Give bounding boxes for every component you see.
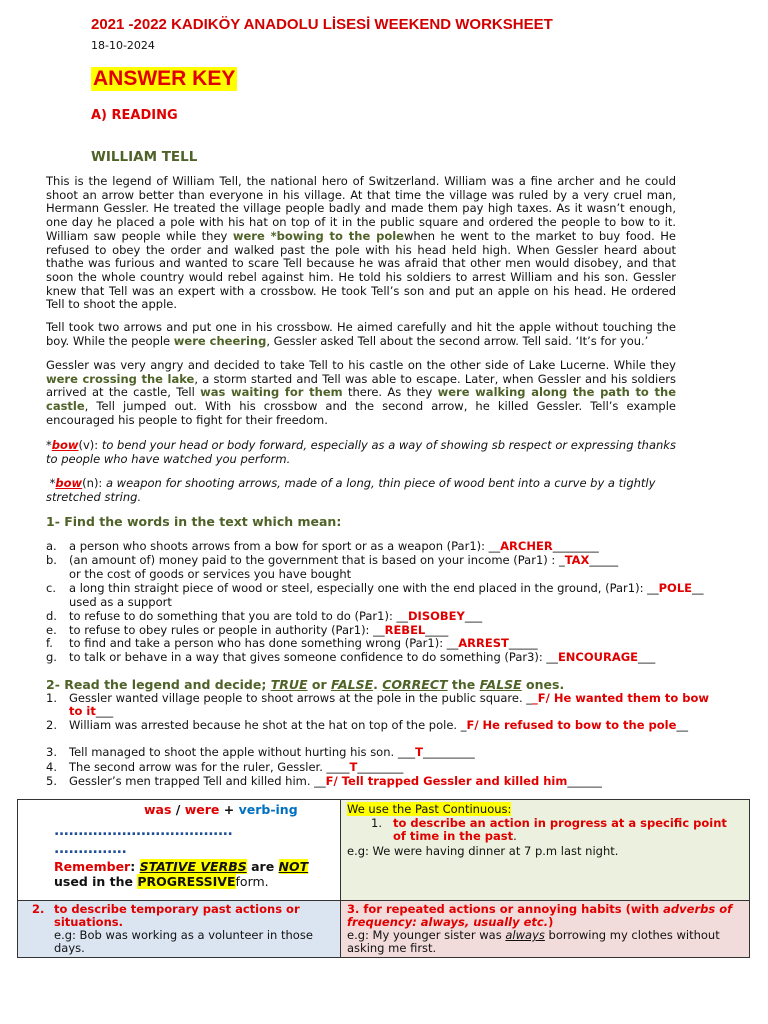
item-text: (an amount of) money paid to the government that is based on your income (Par1) : _TAX_____ (69, 553, 619, 567)
story-title: WILLIAM TELL (91, 149, 198, 165)
answer: T (415, 745, 423, 759)
exercise-2-heading: 2- Read the legend and decide; TRUE or FALSE. CORRECT the FALSE ones. (46, 677, 565, 692)
item-number: b. (46, 553, 57, 567)
section-heading: A) READING (91, 108, 178, 123)
answer: POLE (658, 581, 692, 595)
item-text: a person who shoots arrows from a bow for sport or as a weapon (Par1): __ARCHER________ (69, 539, 599, 553)
reading-paragraph-3: Gessler was very angry and decided to take Tell to his castle on the other side of Lake Lucerne. While they were crossing the lake, a storm started and Tell was able to escape. Later, when Gessler and his soldiers arrived at the castle, Tell was waiting for them there. As they were walking along the path to the castle, Tell jumped out. With his crossbow and the second arrow, he killed Gessler. Tell’s example encouraged his people to fight for their freedom. (46, 358, 677, 427)
use-header: We use the Past Continuous: (347, 802, 512, 816)
item-text: to talk or behave in a way that gives someone confidence to do something (Par3): __ENCOURAGE___ (69, 650, 656, 664)
answer: DISOBEY (408, 609, 465, 623)
item-text: The second arrow was for the ruler, Gessler. ____T________ (69, 760, 404, 774)
item-number: d. (46, 609, 57, 623)
item-number: e. (46, 623, 57, 637)
answer: ARREST (458, 636, 509, 650)
item-number: 2. (46, 718, 57, 732)
definition-bow-noun: *bow(n): a weapon for shooting arrows, made of a long, thin piece of wood bent into a curve by a tightly stretched string. (46, 476, 656, 504)
answer: ARCHER (500, 539, 553, 553)
item-text: William was arrested because he shot at the hat on top of the pole. _F/ He refused to bow to the pole__ (69, 718, 688, 732)
item-number: 3. (46, 745, 57, 759)
formula: was / were + verb-ing (144, 802, 298, 817)
item-number: c. (46, 581, 56, 595)
worksheet-date: 18-10-2024 (91, 39, 155, 52)
worksheet-title: 2021 -2022 KADIKÖY ANADOLU LİSESİ WEEKEND WORKSHEET (91, 16, 553, 33)
remember-note: Remember: STATIVE VERBS are NOT used in the PROGRESSIVEform. (54, 859, 309, 889)
item-number: a. (46, 539, 57, 553)
use-1: 1. to describe an action in progress at a specific point of time in the past. (371, 816, 727, 843)
grammar-table (17, 799, 750, 958)
use-1-cell (341, 800, 750, 901)
use-3: 3. for repeated actions or annoying habits (with adverbs of frequency: always, usually etc.) (347, 902, 733, 929)
item-number: 1. (46, 691, 57, 705)
item-number: 5. (46, 774, 57, 788)
formula-cell (18, 800, 341, 901)
use-2-cell (18, 901, 341, 958)
answer: T (349, 760, 358, 774)
answer: REBEL (384, 623, 426, 637)
use-1-example: e.g: We were having dinner at 7 p.m last night. (347, 844, 619, 858)
use-2: 2. to describe temporary past actions or situations. (32, 902, 300, 929)
reading-paragraph-1: This is the legend of William Tell, the national hero of Switzerland. William was a fine archer and he could shoot an arrow better than everyone in his village. At that time the village was ruled by a very cruel man, Hermann Gessler. He treated the village people badly and made them pay high taxes. As it wasn’t enough, one day he placed a pole with his hat on top of it in the public square and ordered the people to bow to it. William saw people while they were *bowing to the polewhen he went to the market to buy food. He refused to obey the order and walked past the pole with his head held high. When Gessler heard about thathe was furious and wanted to scare Tell because he was afraid that other men would disobey, and that soon the whole country would rebel against him. He told his soldiers to arrest William and his son. Gessler knew that Tell was an expert with a crossbow. He took Tell’s son and put an apple on his head. He ordered Tell to shoot the apple. (46, 174, 676, 312)
reading-paragraph-2: Tell took two arrows and put one in his crossbow. He aimed carefully and hit the apple without touching the boy. While the people were cheering, Gessler asked Tell about the second arrow. Tell said. ‘It’s for you.’ (46, 320, 676, 348)
answer: _F/ He wanted them to bow to it (69, 691, 710, 718)
use-3-cell (341, 901, 750, 958)
item-text: a long thin straight piece of wood or steel, especially one with the end placed in the ground, (Par1): __POLE__ (69, 581, 704, 595)
item-number: g. (46, 650, 57, 664)
item-text: to refuse to obey rules or people in authority (Par1): __REBEL____ (69, 623, 449, 637)
item-text: to refuse to do something that you are told to do (Par1): __DISOBEY___ (69, 609, 483, 623)
definition-bow-verb: *bow(v): to bend your head or body forward, especially as a way of showing sb respect or expressing thanks to people who have watched you perform. (46, 438, 676, 466)
item-text: or the cost of goods or services you have bought (69, 567, 352, 581)
answer: F/ Tell trapped Gessler and killed him (325, 774, 568, 788)
blank-dots: ............... (54, 841, 127, 857)
exercise-1-heading: 1- Find the words in the text which mean: (46, 514, 342, 529)
item-text: Gessler’s men trapped Tell and killed him. __F/ Tell trapped Gessler and killed him______ (69, 774, 602, 788)
answer: ENCOURAGE (557, 650, 639, 664)
use-3-example: e.g: My younger sister was always borrowing my clothes without asking me first. (347, 928, 720, 955)
item-text: to find and take a person who has done something wrong (Par1): __ARREST_____ (69, 636, 538, 650)
blank-dots: ..................................... (54, 823, 233, 839)
item-text: Gessler wanted village people to shoot arrows at the pole in the public square. __F/ He wanted them to bow to it___ (69, 691, 710, 718)
use-2-example: e.g: Bob was working as a volunteer in those days. (54, 928, 313, 955)
answer: F/ He refused to bow to the pole (466, 718, 677, 732)
answer-key-heading: ANSWER KEY (93, 67, 236, 90)
answer: TAX (564, 553, 590, 567)
item-number: f. (46, 636, 53, 650)
item-text: Tell managed to shoot the apple without hurting his son. ___T_________ (69, 745, 475, 759)
item-text: used as a support (69, 595, 172, 609)
item-number: 4. (46, 760, 57, 774)
